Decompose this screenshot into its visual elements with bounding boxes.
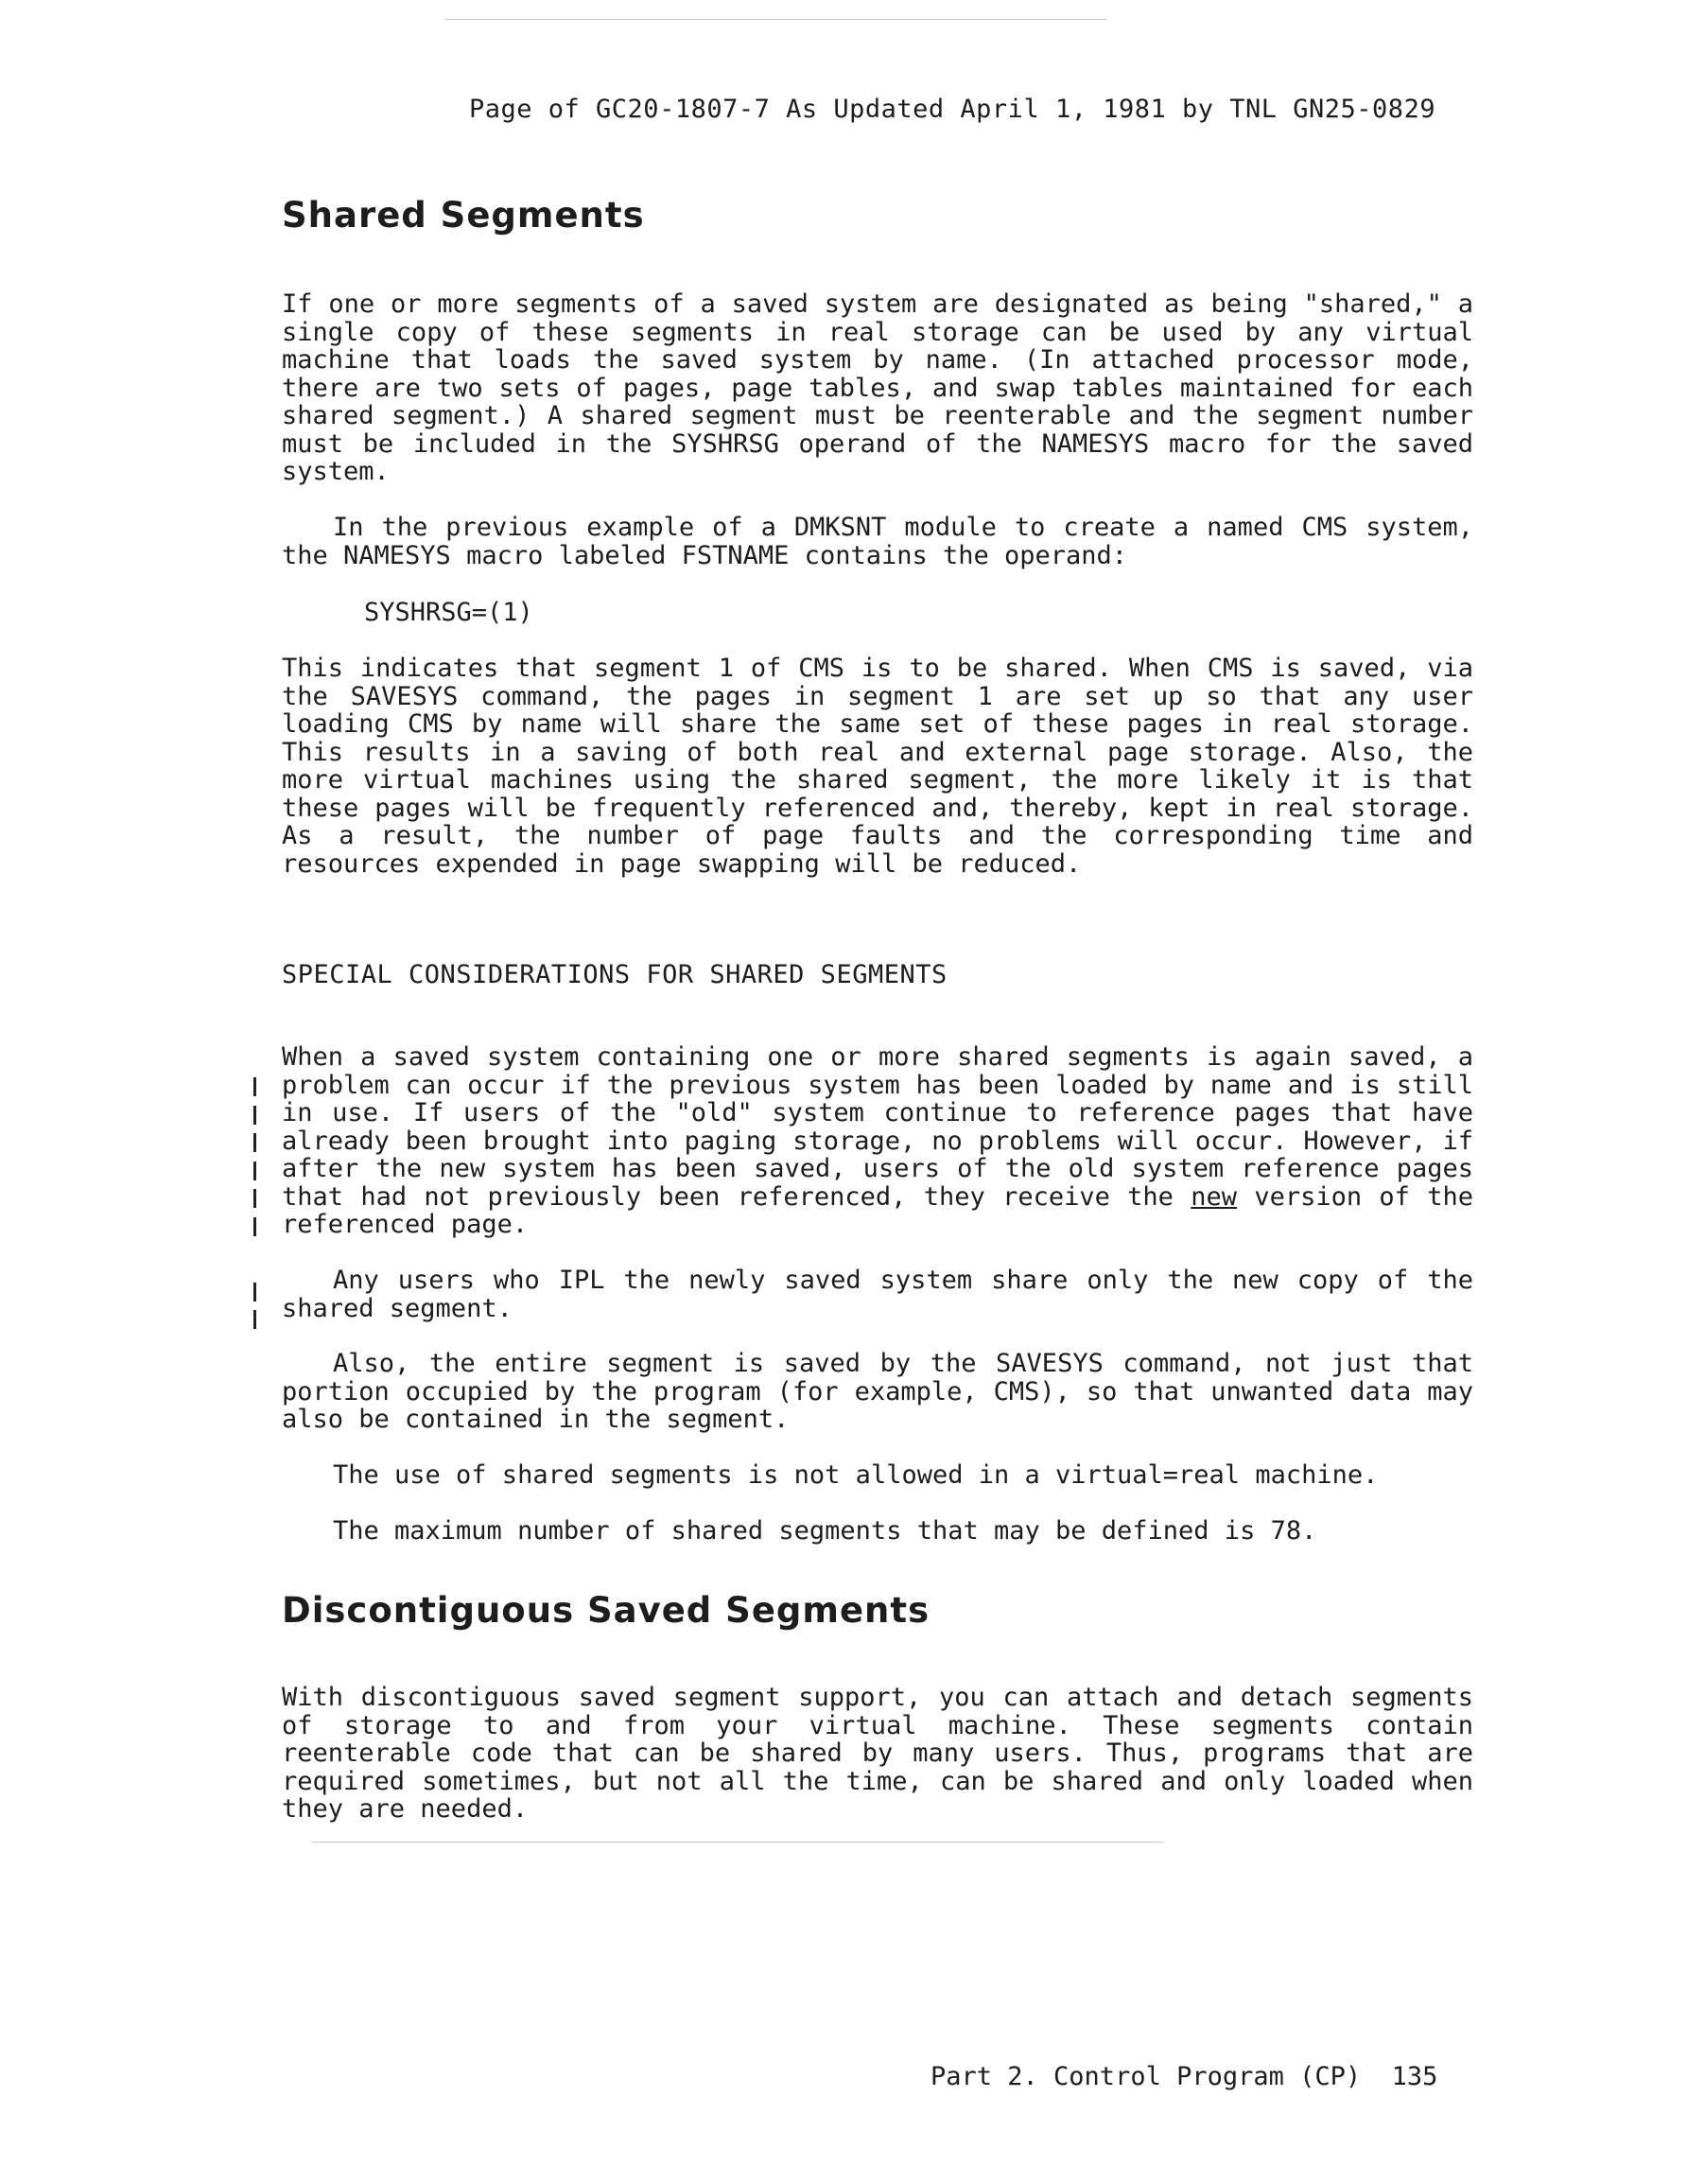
example-paragraph — [282, 514, 1473, 569]
special-paragraph-2 — [282, 1267, 1473, 1322]
special-paragraph-4 — [282, 1461, 1473, 1490]
paragraph: In the previous example of a DMKSNT module to create a named CMS system, the NAMESYS macro labeled FSTNAME contains the operand: — [282, 513, 1473, 570]
segment-explanation-paragraph — [282, 655, 1473, 878]
special-paragraph-1 — [282, 1043, 1473, 1239]
revision-bar — [253, 1077, 256, 1096]
shared-intro-paragraph — [282, 290, 1473, 486]
paragraph: With discontiguous saved segment support, you can attach and detach segments of storage to and from your virtual machine. These segments contain reenterable code that can be shared by many users. Thus, programs that are required sometimes, but not all the time, can be shared and only loaded when they are needed. — [282, 1683, 1473, 1824]
paragraph: The maximum number of shared segments that may be defined is 78. — [333, 1516, 1317, 1546]
revision-bar — [253, 1106, 256, 1125]
code-operand: SYSHRSG=(1) — [364, 598, 533, 627]
paragraph: Any users who IPL the newly saved system share only the new copy of the shared segment. — [282, 1266, 1473, 1323]
paragraph: This indicates that segment 1 of CMS is to be shared. When CMS is saved, via the SAVESYS command, the pages in segment 1 are set up so that any user loading CMS by name will share the same set of these pages in real storage. This results in a saving of both real and external page storage. Also, the more virtual machines using the shared segment, the more likely it is that these pages will be frequently referenced and, thereby, kept in real storage. As a result, the number of page faults and the corresponding time and resources expended in page swapping will be reduced. — [282, 654, 1473, 879]
special-considerations-heading: SPECIAL CONSIDERATIONS FOR SHARED SEGMENTS — [282, 960, 948, 989]
revision-bar — [253, 1217, 256, 1236]
section-title-shared-segments: Shared Segments — [282, 195, 645, 236]
page-number: 135 — [1391, 2062, 1438, 2091]
page-footer — [930, 2062, 1437, 2091]
revision-bar — [253, 1162, 256, 1180]
text-run: When a saved system containing one or more shared segments is again saved, a problem can occur if the previous system has been loaded by name and is still in use. If users of the "old" system continue to reference pages that have already been brought into paging storage, no problems will occur. However, if after the new system has been saved, users of the old system reference pages that had not previously been referenced, they receive the — [282, 1042, 1473, 1212]
scan-artifact — [312, 1842, 1163, 1843]
paragraph: If one or more segments of a saved system are designated as being "shared," a single copy of these segments in real storage can be used by any virtual machine that loads the saved system by name. (In attached processor mode, there are two sets of pages, page tables, and swap tables maintained for each shared segment.) A shared segment must be reenterable and the segment number must be included in the SYSHRSG operand of the NAMESYS macro for the saved system. — [282, 289, 1473, 486]
discontiguous-paragraph — [282, 1684, 1473, 1824]
section-title-discontiguous-saved-segments: Discontiguous Saved Segments — [282, 1590, 930, 1631]
revision-bar — [253, 1133, 256, 1152]
paragraph: The use of shared segments is not allowed in a virtual=real machine. — [333, 1460, 1379, 1490]
text-run: version of the referenced page. — [282, 1181, 1473, 1239]
emphasis-new: new — [1191, 1181, 1238, 1212]
running-header: Page of GC20-1807-7 As Updated April 1, 1981 by TNL GN25-0829 — [469, 95, 1436, 124]
revision-bar — [253, 1283, 256, 1302]
paragraph: Also, the entire segment is saved by the SAVESYS command, not just that portion occupied by the program (for example, CMS), so that unwanted data may also be contained in the segment. — [282, 1349, 1473, 1434]
revision-bar — [253, 1310, 256, 1329]
revision-bar — [253, 1189, 256, 1208]
paragraph — [282, 1043, 1473, 1239]
footer-part-label: Part 2. Control Program (CP) — [930, 2062, 1362, 2091]
special-paragraph-3 — [282, 1350, 1473, 1434]
special-paragraph-5 — [282, 1517, 1473, 1546]
scan-artifact — [444, 19, 1106, 20]
